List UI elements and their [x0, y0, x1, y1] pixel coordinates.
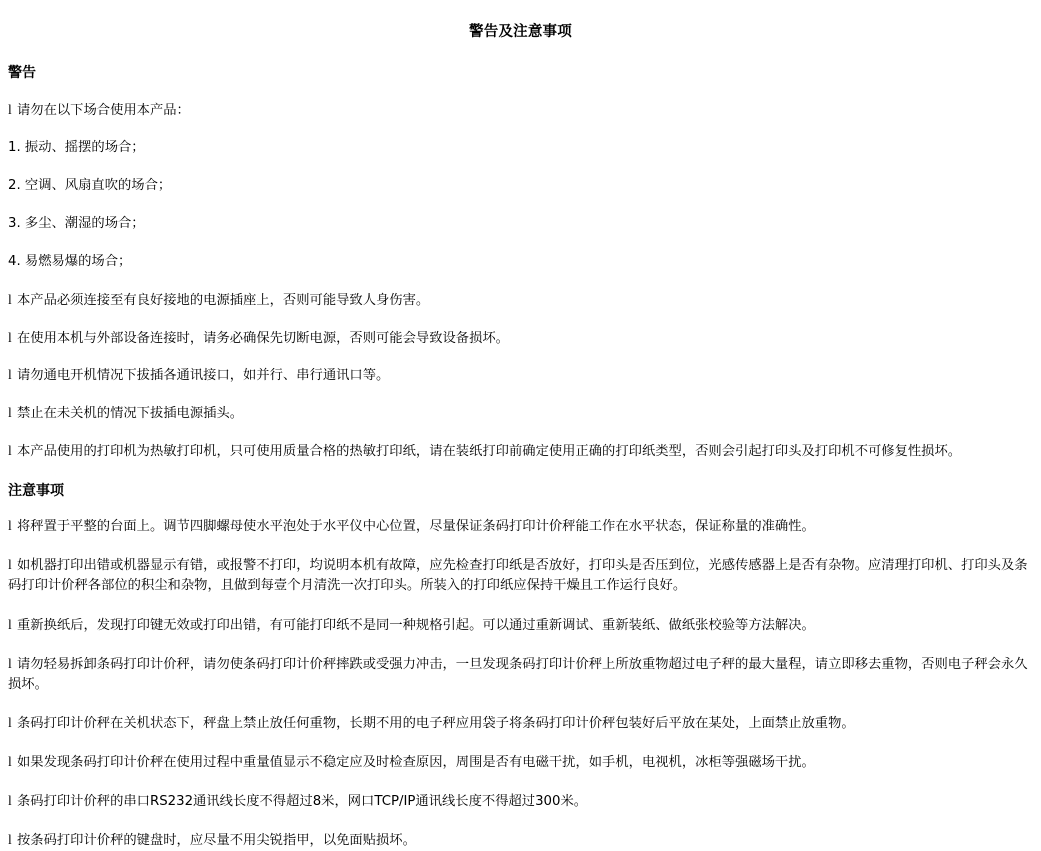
- notice-item-text: 重新换纸后，发现打印键无效或打印出错，有可能打印纸不是同一种规格引起。可以通过重新调试、重新装纸、做纸张校验等方法解决。: [17, 618, 815, 634]
- notice-item: [8, 791, 1033, 812]
- notice-item-text: 如机器打印出错或机器显示有错，或报警不打印，均说明本机有故障，应先检查打印纸是否放好，打印头是否压到位，光感传感器上是否有杂物。应清理打印机、打印头及条码打印计价秤各部位的积尘和杂物，且做到每壹个月清洗一次打印头。所装入的打印纸应保持干燥且工作运行良好。: [8, 557, 1028, 594]
- warning-item-text: 在使用本机与外部设备连接时，请务必确保先切断电源，否则可能会导致设备损坏。: [17, 330, 509, 346]
- warning-item-text: 本产品使用的打印机为热敏打印机，只可使用质量合格的热敏打印纸，请在装纸打印前确定使用正确的打印纸类型，否则会引起打印头及打印机不可修复性损坏。: [17, 444, 962, 460]
- notice-item-text: 条码打印计价秤在关机状态下，秤盘上禁止放任何重物，长期不用的电子秤应用袋子将条码打印计价秤包装好后平放在某处，上面禁止放重物。: [17, 715, 855, 731]
- warning-item: [8, 176, 1033, 196]
- notice-item-text: 请勿轻易拆卸条码打印计价秤，请勿使条码打印计价秤摔跌或受强力冲击，一旦发现条码打印计价秤上所放重物超过电子秤的最大量程，请立即移去重物，否则电子秤会永久损坏。: [8, 656, 1028, 692]
- notice-item-text: 按条码打印计价秤的键盘时，应尽量不用尖锐指甲，以免面贴损坏。: [17, 832, 416, 848]
- bullet-mark: l: [8, 753, 12, 769]
- bullet-mark: l: [8, 714, 12, 730]
- warning-item: [8, 403, 1033, 424]
- bullet-mark: l: [8, 405, 12, 421]
- section-heading-warning: 警告: [8, 65, 36, 82]
- section-heading-notice: 注意事项: [8, 483, 64, 500]
- warning-item: [8, 328, 1033, 349]
- notice-item: [8, 654, 1033, 695]
- notice-item: [8, 615, 1033, 636]
- warning-item-text: 3. 多尘、潮湿的场合；: [8, 215, 145, 231]
- warning-item: [8, 138, 1033, 158]
- bullet-mark: l: [8, 329, 12, 345]
- page-title: 警告及注意事项: [469, 24, 572, 40]
- bullet-mark: l: [8, 831, 12, 847]
- bullet-mark: l: [8, 792, 12, 808]
- bullet-mark: l: [8, 101, 12, 117]
- warning-item-text: 1. 振动、摇摆的场合；: [8, 139, 145, 155]
- notice-item: [8, 555, 1033, 597]
- warning-item-text: 4. 易燃易爆的场合；: [8, 253, 132, 269]
- notice-item-text: 将秤置于平整的台面上。调节四脚螺母使水平泡处于水平仪中心位置，尽量保证条码打印计价秤能工作在水平状态，保证称量的准确性。: [17, 518, 815, 534]
- bullet-mark: l: [8, 556, 12, 572]
- warning-item-text: 2. 空调、风扇直吹的场合；: [8, 177, 172, 193]
- warning-item: [8, 441, 1033, 462]
- bullet-mark: l: [8, 655, 12, 671]
- notice-item-text: 如果发现条码打印计价秤在使用过程中重量值显示不稳定应及时检查原因，周围是否有电磁干扰，如手机，电视机，冰柜等强磁场干扰。: [17, 754, 815, 770]
- warning-item: [8, 100, 1033, 121]
- warning-item: [8, 365, 1033, 386]
- notice-item: [8, 713, 1033, 734]
- bullet-mark: l: [8, 443, 12, 459]
- warning-item-text: 本产品必须连接至有良好接地的电源插座上，否则可能导致人身伤害。: [17, 292, 430, 308]
- warning-item: [8, 252, 1033, 272]
- notice-item: [8, 752, 1033, 773]
- warning-item-text: 请勿在以下场合使用本产品：: [17, 102, 190, 118]
- warning-item: [8, 214, 1033, 234]
- notice-section: [8, 482, 1033, 850]
- notice-item-text: 条码打印计价秤的串口RS232通讯线长度不得超过8米，网口TCP/IP通讯线长度不得超过300米。: [17, 793, 588, 809]
- bullet-mark: l: [8, 617, 12, 633]
- bullet-mark: l: [8, 367, 12, 383]
- warning-section: [8, 64, 1033, 462]
- warning-item-text: 禁止在未关机的情况下拔插电源插头。: [17, 406, 244, 422]
- warning-item: [8, 290, 1033, 311]
- bullet-mark: l: [8, 517, 12, 533]
- bullet-mark: l: [8, 291, 12, 307]
- notice-item: [8, 516, 1033, 537]
- notice-item: [8, 830, 1033, 851]
- warning-item-text: 请勿通电开机情况下拔插各通讯接口，如并行、串行通讯口等。: [17, 368, 390, 384]
